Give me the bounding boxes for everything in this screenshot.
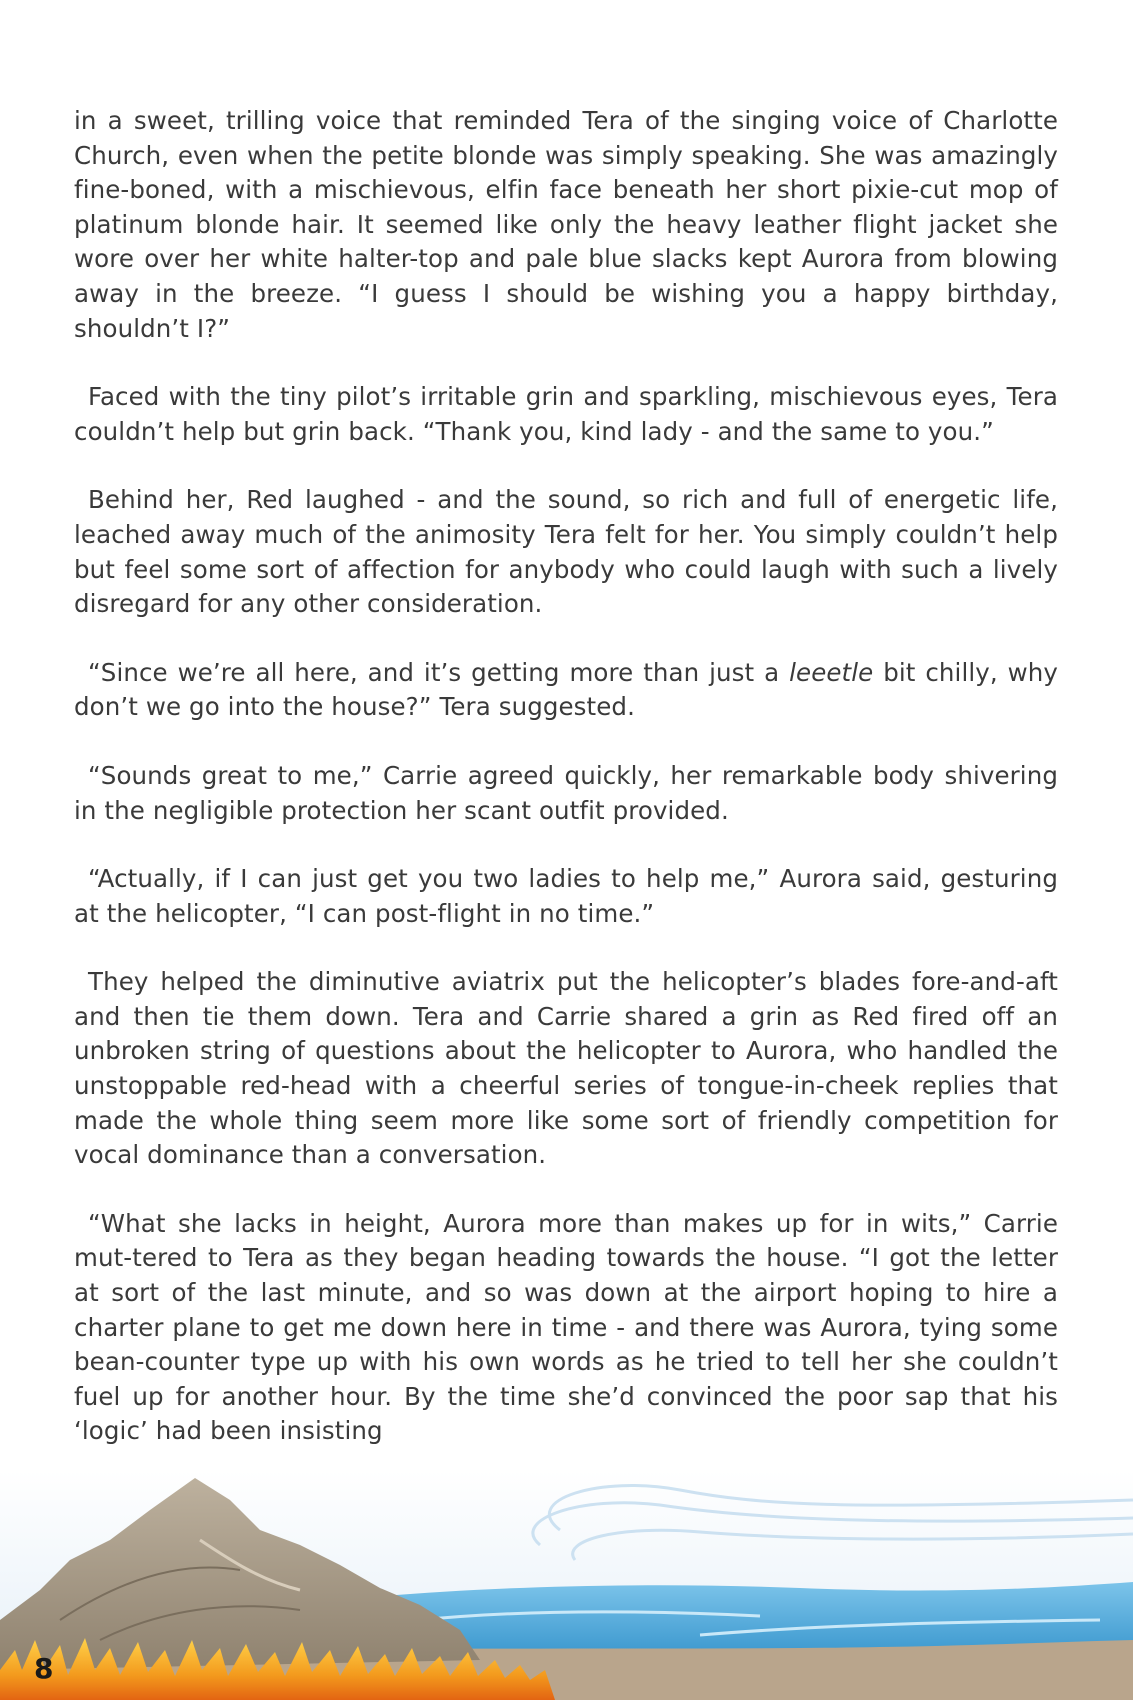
mountain-lake-fire-illustration (0, 1470, 1133, 1700)
paragraph-3: Behind her, Red laughed - and the sound, so rich and full of energetic life, leached away much of the animosity Tera felt for her. You simply couldn’t help but feel some sort of affection for anybody who could laugh with such a lively disregard for any other consideration. (74, 485, 1058, 619)
paragraph-5: “Sounds great to me,” Carrie agreed quickly, her remarkable body shivering in the negligible protection her scant outfit provided. (74, 760, 1058, 825)
paragraph-1: in a sweet, trilling voice that reminded Tera of the singing voice of Charlotte Church, even when the petite blonde was simply speaking. She was amazingly fine-boned, with a mischievous, elfin face beneath her short pixie-cut mop of platinum blonde hair. It seemed like only the heavy leather flight jacket she wore over her white halter-top and pale blue slacks kept Aurora from blowing away in the breeze. “I guess I should be wishing you a happy birthday, shouldn’t I?” (74, 106, 1058, 343)
body-text (74, 104, 1058, 1483)
paragraph-4-end: bit chilly, why don’t we go into the house?” Tera suggested. (74, 657, 1059, 722)
paragraph-4 (74, 656, 1058, 725)
paragraph-7: They helped the diminutive aviatrix put the helicopter’s blades fore-and-aft and then tie them down. Tera and Carrie shared a grin as Red fired off an unbroken string of questions about the helicopter to Aurora, who handled the unstoppable red-head with a cheerful series of tongue-in-cheek replies that made the whole thing seem more like some sort of friendly competition for vocal dominance than a conversation. (74, 967, 1058, 1170)
paragraph-6: “Actually, if I can just get you two ladies to help me,” Aurora said, gesturing at the helicopter, “I can post-flight in no time.” (74, 864, 1058, 928)
page-number: 8 (34, 1652, 54, 1685)
emphasis-word: leeetle (789, 657, 874, 687)
paragraph-8: “What she lacks in height, Aurora more than makes up for in wits,” Carrie mut-tered to Tera as they began heading towards the house. “I got the letter at sort of the last minute, and so was down at the airport hoping to hire a charter plane to get me down here in time - and there was Aurora, tying some bean-counter type up with his own words as he tried to tell her she couldn’t fuel up for another hour. By the time she’d convinced the poor sap that his ‘logic’ had been insisting (74, 1208, 1058, 1446)
paragraph-4-start: “Since we’re all here, and it’s getting more than just a (88, 657, 790, 687)
paragraph-2: Faced with the tiny pilot’s irritable grin and sparkling, mischievous eyes, Tera couldn’t help but grin back. “Thank you, kind lady - and the same to you.” (74, 382, 1058, 446)
